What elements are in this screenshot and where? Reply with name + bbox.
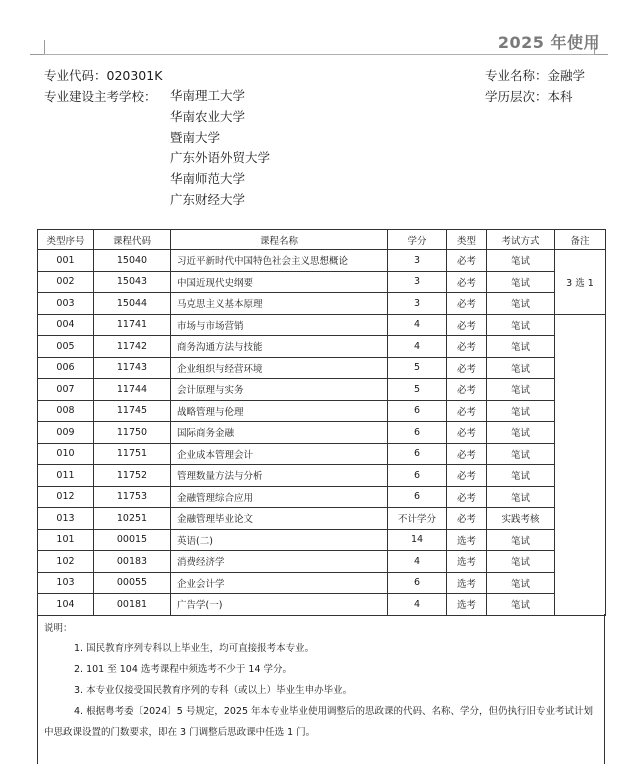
type-no-cell: 004 — [38, 314, 94, 336]
course-name-cell: 管理数量方法与分析 — [171, 465, 388, 487]
course-name-cell: 战略管理与伦理 — [171, 400, 388, 422]
type-cell: 必考 — [447, 293, 487, 315]
type-cell: 必考 — [447, 443, 487, 465]
type-cell: 必考 — [447, 357, 487, 379]
note-item: 3. 本专业仅接受国民教育序列的专科（或以上）毕业生申办毕业。 — [74, 685, 353, 696]
school-item: 华南农业大学 — [170, 108, 246, 124]
type-cell: 选考 — [447, 529, 487, 551]
type-cell: 必考 — [447, 422, 487, 444]
table-row — [38, 314, 606, 336]
exam-method-cell: 笔试 — [487, 594, 555, 616]
type-no-cell: 001 — [38, 250, 94, 272]
table-row — [38, 293, 606, 315]
table-row — [38, 443, 606, 465]
type-cell: 选考 — [447, 551, 487, 573]
exam-method-cell: 笔试 — [487, 465, 555, 487]
exam-method-cell: 笔试 — [487, 443, 555, 465]
header-exam-method: 考试方式 — [487, 230, 555, 250]
table-row — [38, 594, 606, 616]
type-no-cell: 010 — [38, 443, 94, 465]
notes-title: 说明： — [44, 623, 73, 634]
credits-cell: 3 — [388, 271, 447, 293]
type-cell: 必考 — [447, 486, 487, 508]
credits-cell: 3 — [388, 293, 447, 315]
credits-cell: 不计学分 — [388, 508, 447, 530]
header-course-code: 课程代码 — [94, 230, 171, 250]
credits-cell: 5 — [388, 357, 447, 379]
crop-mark-top-left-h — [30, 54, 44, 55]
course-code-cell: 00181 — [94, 594, 171, 616]
header-credits: 学分 — [388, 230, 447, 250]
course-code-cell: 11752 — [94, 465, 171, 487]
type-cell: 选考 — [447, 594, 487, 616]
table-row — [38, 250, 606, 272]
credits-cell: 4 — [388, 314, 447, 336]
remark-empty-cell — [555, 314, 606, 615]
course-code-cell: 11742 — [94, 336, 171, 358]
type-cell: 必考 — [447, 336, 487, 358]
exam-method-cell: 笔试 — [487, 250, 555, 272]
table-header-row — [38, 230, 606, 250]
table-row — [38, 486, 606, 508]
credits-cell: 3 — [388, 250, 447, 272]
table-row — [38, 572, 606, 594]
exam-method-cell: 笔试 — [487, 357, 555, 379]
type-no-cell: 007 — [38, 379, 94, 401]
exam-method-cell: 笔试 — [487, 314, 555, 336]
type-no-cell: 012 — [38, 486, 94, 508]
type-no-cell: 008 — [38, 400, 94, 422]
course-name-cell: 习近平新时代中国特色社会主义思想概论 — [171, 250, 388, 272]
type-no-cell: 003 — [38, 293, 94, 315]
course-name-cell: 金融管理综合应用 — [171, 486, 388, 508]
exam-method-cell: 笔试 — [487, 529, 555, 551]
type-no-cell: 006 — [38, 357, 94, 379]
course-code-cell: 10251 — [94, 508, 171, 530]
header-rule — [44, 54, 594, 55]
table-row — [38, 508, 606, 530]
credits-cell: 6 — [388, 572, 447, 594]
type-no-cell: 013 — [38, 508, 94, 530]
course-name-cell: 英语(二) — [171, 529, 388, 551]
major-code: 专业代码：020301K — [44, 68, 163, 83]
table-row — [38, 529, 606, 551]
course-name-cell: 企业会计学 — [171, 572, 388, 594]
course-code-cell: 11751 — [94, 443, 171, 465]
header-course-name: 课程名称 — [171, 230, 388, 250]
table-row — [38, 271, 606, 293]
type-no-cell: 104 — [38, 594, 94, 616]
course-code-cell: 11750 — [94, 422, 171, 444]
table-row — [38, 551, 606, 573]
table-row — [38, 357, 606, 379]
remark-group-cell: 3 选 1 — [555, 250, 606, 315]
type-no-cell: 101 — [38, 529, 94, 551]
course-code-cell: 15040 — [94, 250, 171, 272]
crop-mark-top-left-v — [44, 40, 45, 54]
course-name-cell: 中国近现代史纲要 — [171, 271, 388, 293]
type-no-cell: 009 — [38, 422, 94, 444]
course-code-cell: 11744 — [94, 379, 171, 401]
header-type-no: 类型序号 — [38, 230, 94, 250]
exam-method-cell: 笔试 — [487, 422, 555, 444]
credits-cell: 14 — [388, 529, 447, 551]
credits-cell: 4 — [388, 336, 447, 358]
credits-cell: 4 — [388, 551, 447, 573]
course-name-cell: 商务沟通方法与技能 — [171, 336, 388, 358]
table-row — [38, 465, 606, 487]
type-no-cell: 103 — [38, 572, 94, 594]
course-name-cell: 消费经济学 — [171, 551, 388, 573]
school-item: 华南理工大学 — [170, 88, 246, 103]
exam-method-cell: 笔试 — [487, 551, 555, 573]
course-code-cell: 11753 — [94, 486, 171, 508]
school-item: 暨南大学 — [170, 129, 221, 145]
type-cell: 必考 — [447, 314, 487, 336]
exam-method-cell: 笔试 — [487, 486, 555, 508]
course-name-cell: 马克思主义基本原理 — [171, 293, 388, 315]
type-cell: 必考 — [447, 250, 487, 272]
type-no-cell: 011 — [38, 465, 94, 487]
course-name-cell: 企业组织与经营环境 — [171, 357, 388, 379]
table-row — [38, 336, 606, 358]
credits-cell: 6 — [388, 422, 447, 444]
exam-method-cell: 实践考核 — [487, 508, 555, 530]
course-code-cell: 11743 — [94, 357, 171, 379]
education-level: 学历层次：本科 — [485, 89, 573, 104]
type-cell: 必考 — [447, 465, 487, 487]
school-item: 华南师范大学 — [170, 171, 246, 187]
exam-method-cell: 笔试 — [487, 271, 555, 293]
type-no-cell: 102 — [38, 551, 94, 573]
course-code-cell: 00183 — [94, 551, 171, 573]
course-code-cell: 15043 — [94, 271, 171, 293]
school-item: 广东财经大学 — [170, 191, 246, 207]
notes-section — [37, 614, 605, 764]
header-type: 类型 — [447, 230, 487, 250]
credits-cell: 4 — [388, 594, 447, 616]
header-remark: 备注 — [555, 230, 606, 250]
year-label: 2025 年使用 — [497, 33, 600, 52]
exam-method-cell: 笔试 — [487, 572, 555, 594]
note-item: 1. 国民教育序列专科以上毕业生，均可直接报考本专业。 — [74, 643, 315, 654]
type-no-cell: 005 — [38, 336, 94, 358]
course-name-cell: 会计原理与实务 — [171, 379, 388, 401]
course-code-cell: 11741 — [94, 314, 171, 336]
course-name-cell: 国际商务金融 — [171, 422, 388, 444]
type-no-cell: 002 — [38, 271, 94, 293]
credits-cell: 6 — [388, 443, 447, 465]
crop-mark-top-right-h — [594, 54, 608, 55]
course-code-cell: 00055 — [94, 572, 171, 594]
course-name-cell: 金融管理毕业论文 — [171, 508, 388, 530]
major-name: 专业名称：金融学 — [485, 68, 586, 83]
type-cell: 必考 — [447, 400, 487, 422]
note-item: 2. 101 至 104 选考课程中须选考不少于 14 学分。 — [74, 664, 293, 675]
course-name-cell: 广告学(一) — [171, 594, 388, 616]
exam-method-cell: 笔试 — [487, 293, 555, 315]
exam-method-cell: 笔试 — [487, 379, 555, 401]
table-row — [38, 379, 606, 401]
school-label: 专业建设主考学校： — [44, 89, 157, 104]
exam-method-cell: 笔试 — [487, 400, 555, 422]
type-cell: 必考 — [447, 271, 487, 293]
school-list — [170, 86, 270, 211]
course-code-cell: 11745 — [94, 400, 171, 422]
type-cell: 必考 — [447, 379, 487, 401]
course-code-cell: 15044 — [94, 293, 171, 315]
credits-cell: 6 — [388, 400, 447, 422]
course-name-cell: 市场与市场营销 — [171, 314, 388, 336]
course-name-cell: 企业成本管理会计 — [171, 443, 388, 465]
exam-method-cell: 笔试 — [487, 336, 555, 358]
credits-cell: 6 — [388, 486, 447, 508]
credits-cell: 6 — [388, 465, 447, 487]
course-code-cell: 00015 — [94, 529, 171, 551]
type-cell: 必考 — [447, 508, 487, 530]
table-row — [38, 400, 606, 422]
school-item: 广东外语外贸大学 — [170, 150, 271, 166]
note-item: 4. 根据粤考委〔2024〕5 号规定，2025 年本专业毕业使用调整后的思政课的代码、名称、学分，但仍执行旧专业考试计划中思政课设置的门数要求，即在 3 门调整后思政课中任选 1 门。 — [44, 706, 594, 738]
type-cell: 选考 — [447, 572, 487, 594]
table-row — [38, 422, 606, 444]
course-table — [37, 229, 606, 616]
credits-cell: 5 — [388, 379, 447, 401]
